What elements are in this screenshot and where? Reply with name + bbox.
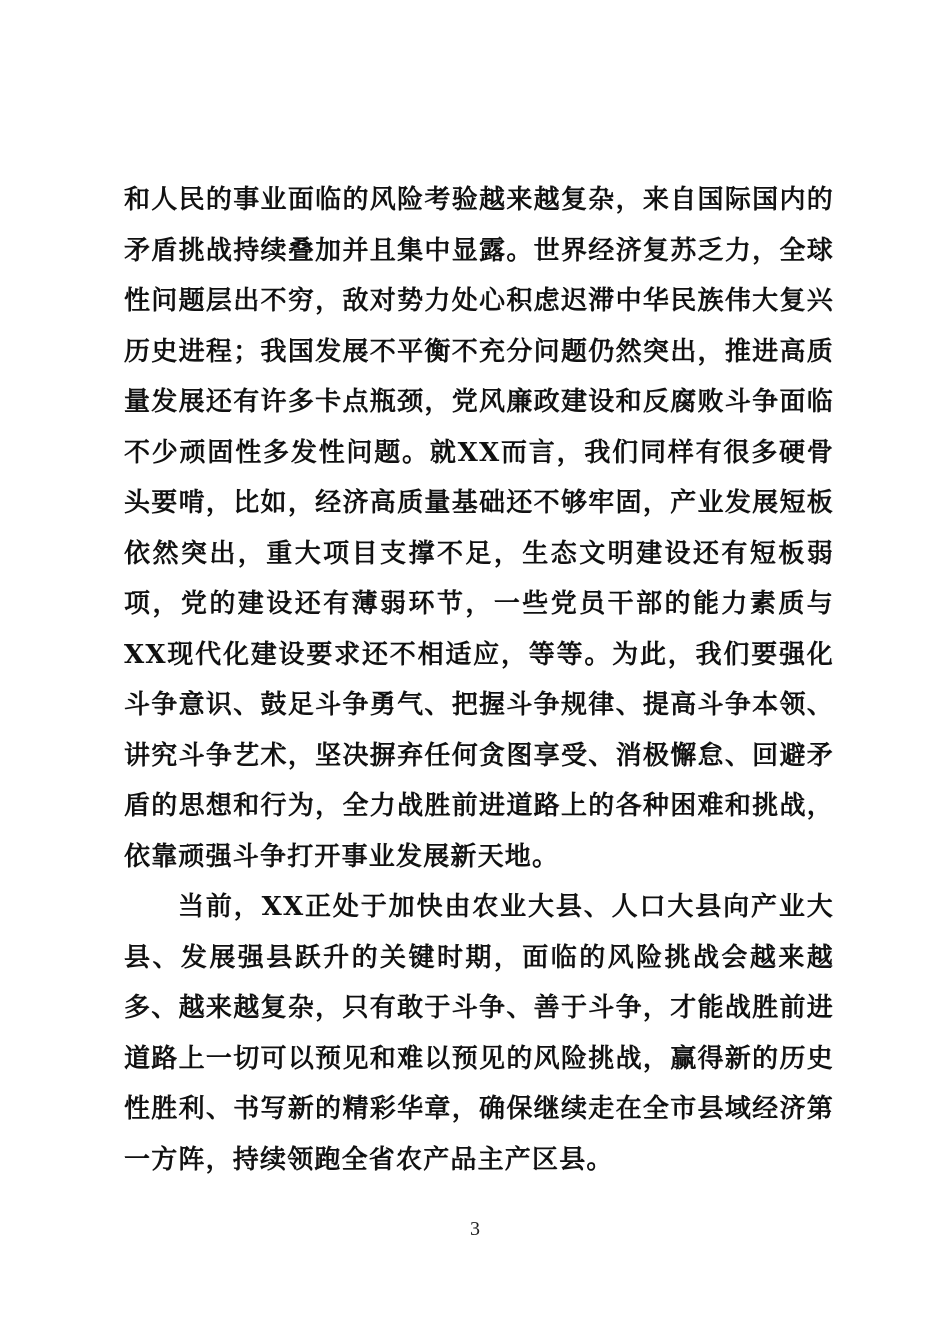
document-body	[124, 175, 834, 1185]
paragraph-2: 当前，XX正处于加快由农业大县、人口大县向产业大县、发展强县跃升的关键时期，面临的风险挑战会越来越多、越来越复杂，只有敢于斗争、善于斗争，才能战胜前进道路上一切可以预见和难以预见的风险挑战，赢得新的历史性胜利、书写新的精彩华章，确保继续走在全市县域经济第一方阵，持续领跑全省农产品主产区县。	[124, 892, 834, 1175]
paragraph-1: 和人民的事业面临的风险考验越来越复杂，来自国际国内的矛盾挑战持续叠加并且集中显露。世界经济复苏乏力，全球性问题层出不穷，敌对势力处心积虑迟滞中华民族伟大复兴历史进程；我国发展不平衡不充分问题仍然突出，推进高质量发展还有许多卡点瓶颈，党风廉政建设和反腐败斗争面临不少顽固性多发性问题。就XX而言，我们同样有很多硬骨头要啃，比如，经济高质量基础还不够牢固，产业发展短板依然突出，重大项目支撑不足，生态文明建设还有短板弱项，党的建设还有薄弱环节，一些党员干部的能力素质与XX现代化建设要求还不相适应，等等。为此，我们要强化斗争意识、鼓足斗争勇气、把握斗争规律、提高斗争本领、讲究斗争艺术，坚决摒弃任何贪图享受、消极懈怠、回避矛盾的思想和行为，全力战胜前进道路上的各种困难和挑战，依靠顽强斗争打开事业发展新天地。	[124, 185, 834, 872]
page-number: 3	[470, 1218, 480, 1240]
